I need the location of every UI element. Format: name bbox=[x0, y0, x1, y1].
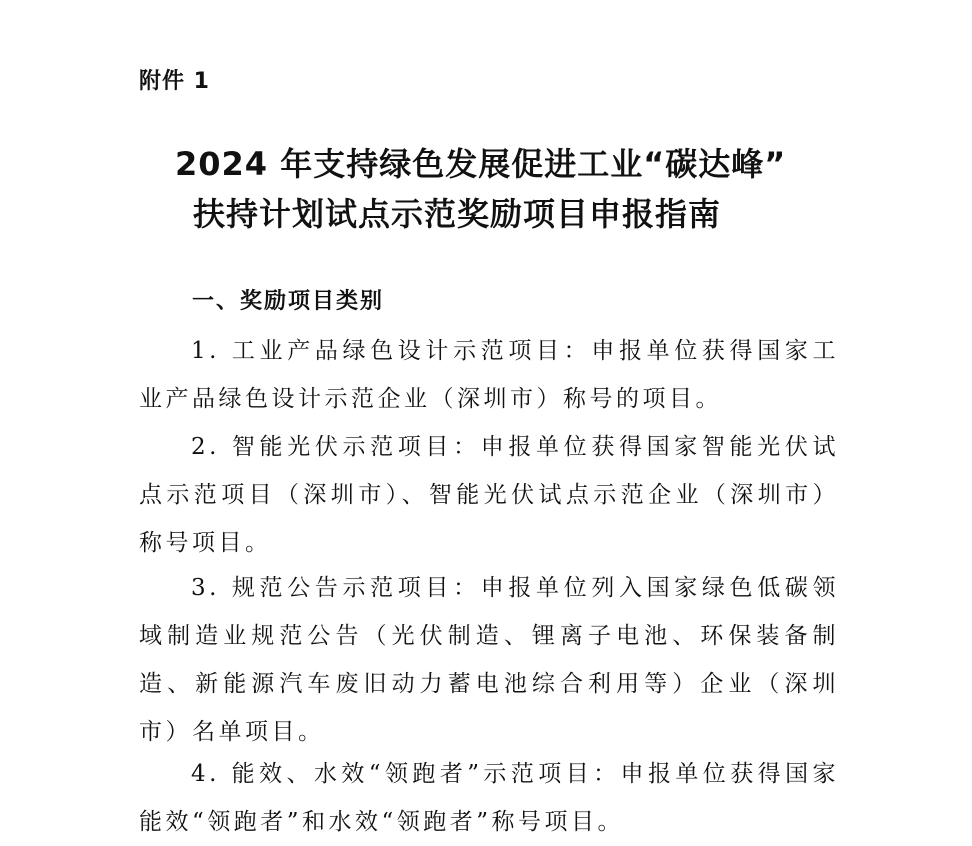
section-heading: 一、奖励项目类别 bbox=[192, 289, 385, 314]
paragraph-item-3: 3. 规范公告示范项目：申报单位列入国家绿色低碳领域制造业规范公告（光伏制造、锂离子电池、环保装备制造、新能源汽车废旧动力蓄电池综合利用等）企业（深圳市）名单项目。 bbox=[139, 575, 839, 745]
paragraph-item-4: 4. 能效、水效“领跑者”示范项目：申报单位获得国家能效“领跑者”和水效“领跑者”称号项目。 bbox=[139, 761, 839, 835]
paragraph-item-2: 2. 智能光伏示范项目：申报单位获得国家智能光伏试点示范项目（深圳市）、智能光伏试点示范企业（深圳市）称号项目。 bbox=[139, 434, 839, 556]
document-title-line-2: 扶持计划试点示范奖励项目申报指南 bbox=[193, 195, 722, 233]
attachment-label: 附件 1 bbox=[139, 69, 210, 94]
paragraph-item-1: 1. 工业产品绿色设计示范项目：申报单位获得国家工业产品绿色设计示范企业（深圳市）称号的项目。 bbox=[139, 338, 839, 412]
document-title-line-1: 2024 年支持绿色发展促进工业“碳达峰” bbox=[175, 145, 787, 183]
